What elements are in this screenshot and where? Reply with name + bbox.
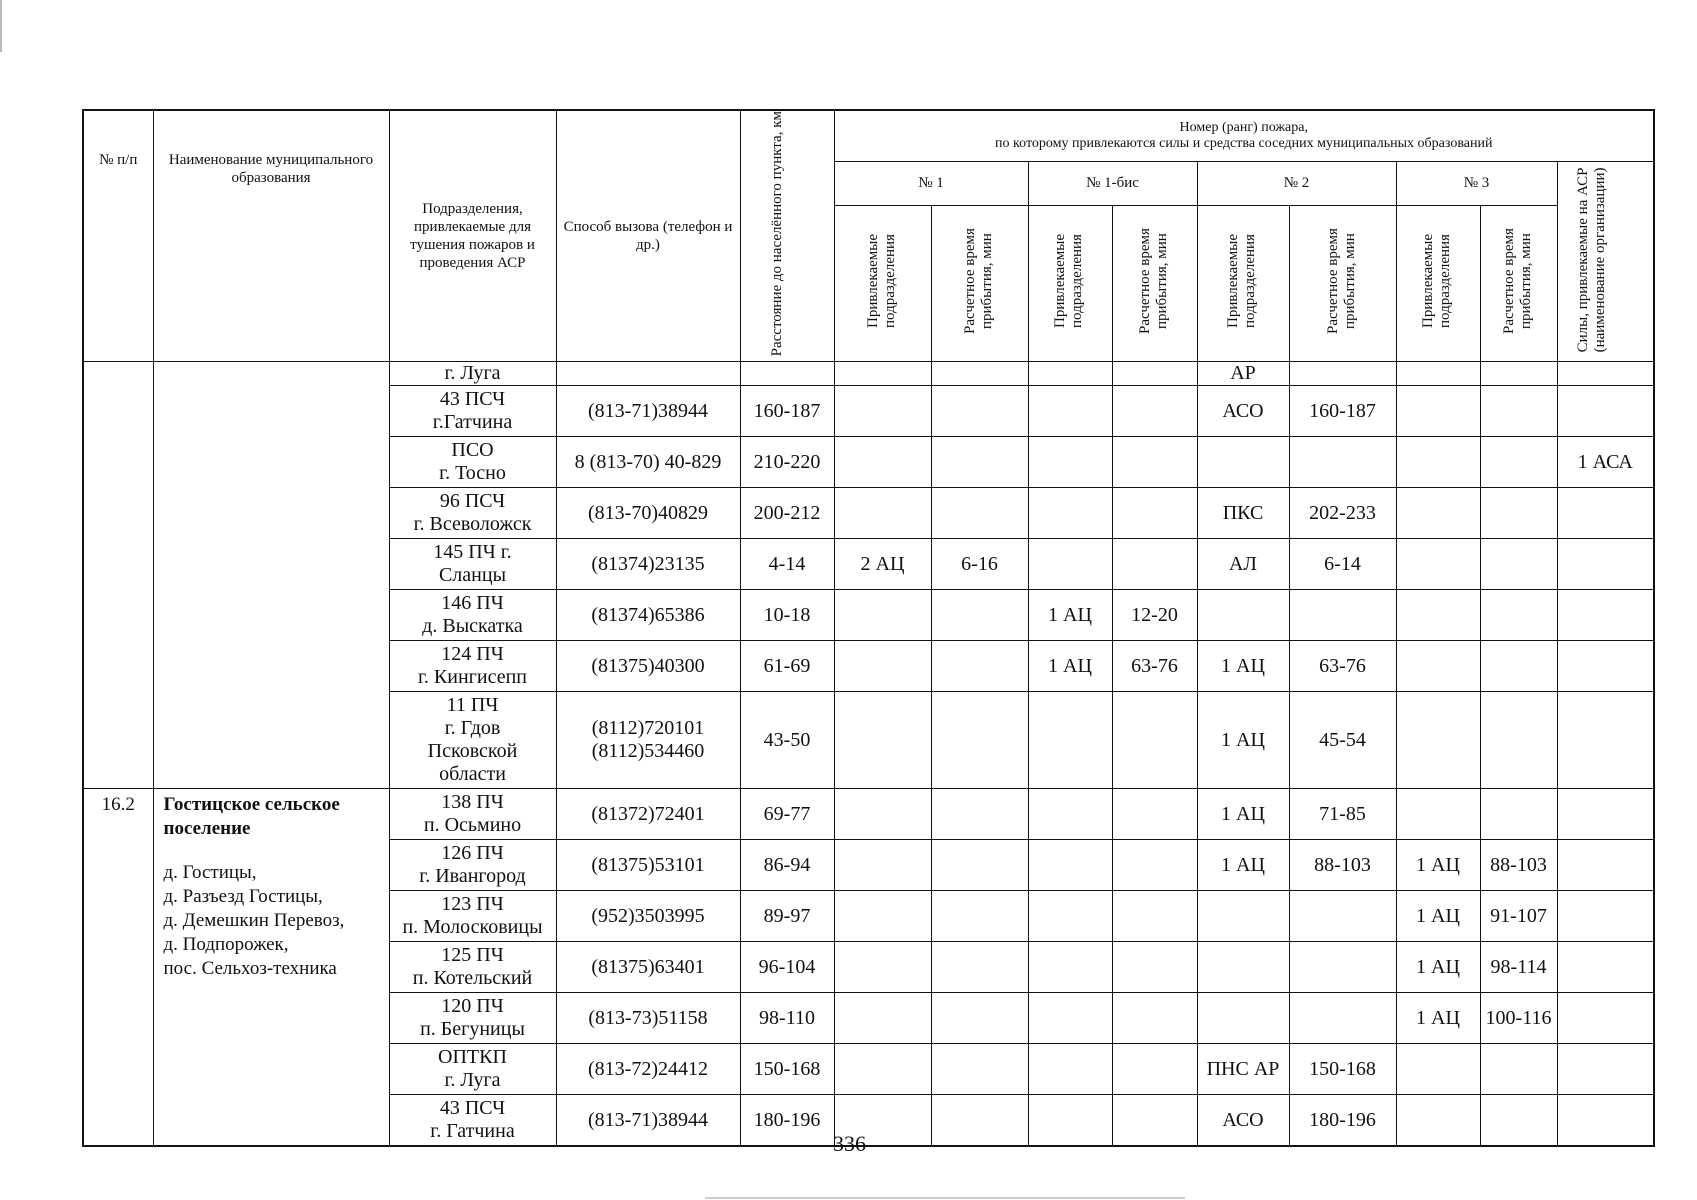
unit-cell [389, 891, 556, 942]
rank1bis-time-cell [1112, 891, 1197, 942]
rank1-time-cell: 6-16 [931, 539, 1028, 590]
asr-cell [1557, 362, 1654, 386]
rank1bis-time-cell [1112, 942, 1197, 993]
rank-title-line2: по которому привлекаются силы и средства соседних муниципальных образований [995, 136, 1493, 151]
unit-name-line: 123 ПЧ [441, 893, 504, 916]
header-rank-1: № 1 [834, 162, 1028, 206]
unit-name-line: г. Кингисепп [417, 666, 527, 689]
rank3-units-cell: 1 АЦ [1396, 993, 1480, 1044]
distance-cell: 69-77 [740, 789, 834, 840]
phone-cell [556, 641, 740, 692]
unit-cell [389, 1044, 556, 1095]
asr-cell [1557, 942, 1654, 993]
rank1bis-time-cell [1112, 362, 1197, 386]
asr-cell [1557, 993, 1654, 1044]
unit-name-line: д. Выскатка [422, 615, 523, 638]
rank2-time-cell [1289, 362, 1396, 386]
phone-number: (8112)720101 [591, 717, 705, 740]
rank1-time-cell [931, 488, 1028, 539]
table-row [83, 362, 1654, 386]
number-cell: 16.2 [83, 789, 153, 1146]
unit-name-line: ПСО [451, 439, 494, 462]
header-r2-time: Расчетное время прибытия, мин [1289, 206, 1396, 362]
rank1bis-time-cell [1112, 1044, 1197, 1095]
phone-number: (81375)40300 [591, 654, 705, 677]
asr-cell: 1 АСА [1557, 437, 1654, 488]
asr-cell [1557, 840, 1654, 891]
rank3-time-cell: 88-103 [1480, 840, 1557, 891]
page-number: 336 [833, 1131, 866, 1156]
header-municipality: Наименование муниципального образования [153, 110, 389, 362]
unit-name-line: г. Всеволожск [413, 513, 532, 536]
unit-cell [389, 590, 556, 641]
rank1bis-units-cell: 1 АЦ [1028, 590, 1112, 641]
unit-cell [389, 840, 556, 891]
phone-number: 8 (813-70) 40-829 [574, 450, 722, 473]
unit-name-line: г. Луга [444, 1069, 501, 1092]
rank2-time-cell [1289, 891, 1396, 942]
phone-number: (8112)534460 [591, 740, 705, 763]
phone-number: (81374)65386 [591, 603, 705, 626]
header-number: № п/п [83, 110, 153, 362]
asr-cell [1557, 590, 1654, 641]
rank2-units-cell [1197, 590, 1289, 641]
unit-name-line: п. Молосковицы [402, 916, 543, 939]
unit-name-line: Сланцы [438, 564, 507, 587]
municipality-cell [153, 789, 389, 1146]
rank3-time-cell [1480, 437, 1557, 488]
unit-name-line: г. Гдов [444, 717, 501, 740]
header-call-method: Способ вызова (телефон и др.) [556, 110, 740, 362]
rank1-time-cell [931, 891, 1028, 942]
distance-cell: 10-18 [740, 590, 834, 641]
rank3-time-cell [1480, 1044, 1557, 1095]
asr-cell [1557, 1044, 1654, 1095]
distance-cell: 4-14 [740, 539, 834, 590]
phone-number: (813-72)24412 [588, 1057, 708, 1080]
header-r3-units: Привлекаемые подразделения [1396, 206, 1480, 362]
rank3-units-cell [1396, 590, 1480, 641]
unit-name-line: 126 ПЧ [441, 842, 504, 865]
place-name: пос. Сельхоз-техника [163, 958, 337, 980]
municipality-cell [153, 362, 389, 789]
phone-cell [556, 942, 740, 993]
header-r1bis-units: Привлекаемые подразделения [1028, 206, 1112, 362]
rank1bis-time-cell [1112, 488, 1197, 539]
unit-name-line: 43 ПСЧ [439, 388, 506, 411]
rank1bis-units-cell [1028, 386, 1112, 437]
rank1-units-cell [834, 891, 931, 942]
rank2-units-cell: 1 АЦ [1197, 840, 1289, 891]
phone-cell [556, 386, 740, 437]
rank1bis-time-cell [1112, 993, 1197, 1044]
asr-cell [1557, 891, 1654, 942]
rank1-units-cell [834, 789, 931, 840]
rank2-units-cell: АСО [1197, 386, 1289, 437]
rank1-time-cell [931, 942, 1028, 993]
footer-rule [705, 1197, 1185, 1199]
phone-number: (813-73)51158 [588, 1006, 708, 1029]
rank2-units-cell: ПНС АР [1197, 1044, 1289, 1095]
unit-cell [389, 692, 556, 789]
header-units: Подразделения, привлекаемые для тушения пожаров и проведения АСР [389, 110, 556, 362]
rank3-time-cell [1480, 692, 1557, 789]
phone-cell [556, 692, 740, 789]
rank-title-line1: Номер (ранг) пожара, [1179, 120, 1308, 135]
rank1-time-cell [931, 692, 1028, 789]
rank1-units-cell [834, 488, 931, 539]
unit-name-line: г. Гатчина [430, 1120, 515, 1143]
rank1bis-units-cell [1028, 840, 1112, 891]
phone-number: (813-71)38944 [588, 1108, 708, 1131]
phone-cell [556, 789, 740, 840]
rank2-time-cell: 160-187 [1289, 386, 1396, 437]
unit-name-line: 138 ПЧ [441, 791, 504, 814]
distance-cell: 200-212 [740, 488, 834, 539]
rank1bis-units-cell [1028, 1095, 1112, 1146]
unit-name-line: 145 ПЧ г. [433, 541, 512, 564]
rank3-units-cell [1396, 641, 1480, 692]
unit-cell [389, 942, 556, 993]
phone-cell [556, 590, 740, 641]
rank1bis-units-cell [1028, 993, 1112, 1044]
phone-cell [556, 539, 740, 590]
rank3-time-cell [1480, 539, 1557, 590]
rank1-time-cell [931, 386, 1028, 437]
place-name: д. Демешкин Перевоз, [163, 910, 345, 932]
rank3-units-cell [1396, 1044, 1480, 1095]
header-distance: Расстояние до населённого пункта, км [740, 110, 834, 362]
rank2-time-cell [1289, 437, 1396, 488]
phone-cell [556, 840, 740, 891]
rank1-units-cell [834, 840, 931, 891]
rank1-units-cell [834, 1044, 931, 1095]
rank1-units-cell [834, 641, 931, 692]
unit-name-line: г. Луга [444, 362, 501, 385]
place-name: д. Подпорожек, [163, 934, 289, 956]
rank1-time-cell [931, 641, 1028, 692]
unit-cell [389, 488, 556, 539]
place-name: д. Разъезд Гостицы, [163, 886, 323, 908]
asr-cell [1557, 1095, 1654, 1146]
phone-cell [556, 437, 740, 488]
rank2-time-cell: 71-85 [1289, 789, 1396, 840]
fire-forces-table [82, 109, 1655, 1147]
rank1-units-cell [834, 437, 931, 488]
asr-cell [1557, 789, 1654, 840]
rank3-units-cell [1396, 692, 1480, 789]
header-rank-2: № 2 [1197, 162, 1396, 206]
unit-name-line: Псковской [427, 740, 518, 763]
rank1bis-units-cell [1028, 437, 1112, 488]
unit-name-line: п. Осьмино [423, 814, 522, 837]
phone-cell [556, 362, 740, 386]
distance-cell: 86-94 [740, 840, 834, 891]
unit-name-line: области [439, 763, 506, 786]
distance-cell: 89-97 [740, 891, 834, 942]
unit-cell [389, 362, 556, 386]
distance-cell: 43-50 [740, 692, 834, 789]
rank1-units-cell [834, 590, 931, 641]
rank1bis-units-cell [1028, 539, 1112, 590]
distance-cell: 96-104 [740, 942, 834, 993]
unit-cell [389, 386, 556, 437]
header-rank-1bis: № 1-бис [1028, 162, 1197, 206]
unit-name-line: 125 ПЧ [441, 944, 504, 967]
rank1-time-cell [931, 1095, 1028, 1146]
rank1bis-units-cell [1028, 942, 1112, 993]
unit-name-line: г.Гатчина [432, 411, 513, 434]
rank2-units-cell: ПКС [1197, 488, 1289, 539]
rank3-units-cell [1396, 789, 1480, 840]
unit-cell [389, 789, 556, 840]
header-rank-3: № 3 [1396, 162, 1557, 206]
rank3-time-cell: 100-116 [1480, 993, 1557, 1044]
margin-mark [0, 0, 2, 52]
rank2-units-cell: 1 АЦ [1197, 789, 1289, 840]
asr-cell [1557, 692, 1654, 789]
rank3-time-cell: 98-114 [1480, 942, 1557, 993]
unit-cell [389, 437, 556, 488]
unit-name-line: п. Котельский [412, 967, 533, 990]
rank1-time-cell [931, 840, 1028, 891]
rank1bis-units-cell: 1 АЦ [1028, 641, 1112, 692]
rank1bis-time-cell [1112, 692, 1197, 789]
unit-name-line: 11 ПЧ [446, 694, 499, 717]
asr-cell [1557, 539, 1654, 590]
asr-cell [1557, 488, 1654, 539]
unit-name-line: п. Бегуницы [420, 1018, 525, 1041]
distance-cell: 210-220 [740, 437, 834, 488]
distance-cell: 160-187 [740, 386, 834, 437]
phone-cell [556, 1044, 740, 1095]
rank2-time-cell [1289, 590, 1396, 641]
rank3-units-cell: 1 АЦ [1396, 891, 1480, 942]
rank3-time-cell [1480, 789, 1557, 840]
unit-name-line: г. Тосно [439, 462, 506, 485]
rank3-units-cell [1396, 386, 1480, 437]
rank2-time-cell: 6-14 [1289, 539, 1396, 590]
rank3-units-cell: 1 АЦ [1396, 840, 1480, 891]
header-asr-forces: Силы, привлекаемые на АСР (наименование организации) [1557, 162, 1654, 362]
rank1-time-cell [931, 1044, 1028, 1095]
rank1bis-time-cell [1112, 840, 1197, 891]
rank3-units-cell [1396, 539, 1480, 590]
rank3-units-cell [1396, 437, 1480, 488]
header-r1-time: Расчетное время прибытия, мин [931, 206, 1028, 362]
rank2-units-cell: АСО [1197, 1095, 1289, 1146]
rank1-time-cell [931, 590, 1028, 641]
distance-cell: 180-196 [740, 1095, 834, 1146]
rank3-units-cell [1396, 362, 1480, 386]
rank2-time-cell [1289, 993, 1396, 1044]
rank2-units-cell: АР [1197, 362, 1289, 386]
asr-cell [1557, 641, 1654, 692]
rank1-time-cell [931, 789, 1028, 840]
phone-number: (81375)53101 [591, 853, 705, 876]
rank1bis-time-cell [1112, 386, 1197, 437]
rank1bis-units-cell [1028, 891, 1112, 942]
rank1bis-units-cell [1028, 1044, 1112, 1095]
rank1bis-time-cell: 12-20 [1112, 590, 1197, 641]
rank3-units-cell [1396, 1095, 1480, 1146]
distance-cell: 98-110 [740, 993, 834, 1044]
rank1bis-time-cell [1112, 1095, 1197, 1146]
rank3-time-cell [1480, 641, 1557, 692]
rank2-units-cell [1197, 437, 1289, 488]
number-cell [83, 362, 153, 789]
phone-number: (81374)23135 [591, 552, 705, 575]
rank2-units-cell [1197, 993, 1289, 1044]
rank1-units-cell [834, 692, 931, 789]
asr-cell [1557, 386, 1654, 437]
rank2-time-cell: 88-103 [1289, 840, 1396, 891]
rank1-units-cell [834, 942, 931, 993]
phone-number: (813-71)38944 [588, 399, 708, 422]
rank3-time-cell [1480, 362, 1557, 386]
unit-cell [389, 641, 556, 692]
unit-name-line: 43 ПСЧ [439, 1097, 506, 1120]
unit-cell [389, 539, 556, 590]
unit-name-line: 146 ПЧ [441, 592, 504, 615]
phone-number: (81372)72401 [591, 802, 705, 825]
distance-cell: 150-168 [740, 1044, 834, 1095]
rank3-time-cell [1480, 590, 1557, 641]
distance-cell [740, 362, 834, 386]
rank1bis-time-cell [1112, 789, 1197, 840]
phone-cell [556, 993, 740, 1044]
rank3-time-cell: 91-107 [1480, 891, 1557, 942]
rank1-units-cell [834, 386, 931, 437]
table-body [83, 362, 1654, 1146]
rank1bis-time-cell: 63-76 [1112, 641, 1197, 692]
header-r2-units: Привлекаемые подразделения [1197, 206, 1289, 362]
rank2-units-cell: 1 АЦ [1197, 641, 1289, 692]
rank3-units-cell: 1 АЦ [1396, 942, 1480, 993]
rank1-time-cell [931, 993, 1028, 1044]
header-rank-band [834, 110, 1654, 162]
phone-cell [556, 488, 740, 539]
rank1-units-cell: 2 АЦ [834, 539, 931, 590]
rank2-units-cell [1197, 942, 1289, 993]
rank1bis-units-cell [1028, 488, 1112, 539]
rank2-units-cell: 1 АЦ [1197, 692, 1289, 789]
rank3-units-cell [1396, 488, 1480, 539]
municipality-title: Гостицское сельское поселение [163, 794, 340, 840]
municipality-places [164, 861, 379, 981]
rank2-time-cell: 202-233 [1289, 488, 1396, 539]
header-r1bis-time: Расчетное время прибытия, мин [1112, 206, 1197, 362]
unit-name-line: 124 ПЧ [441, 643, 504, 666]
unit-name-line: ОПТКП [438, 1046, 507, 1069]
rank2-time-cell: 45-54 [1289, 692, 1396, 789]
rank1bis-time-cell [1112, 437, 1197, 488]
unit-name-line: 120 ПЧ [441, 995, 504, 1018]
rank2-units-cell: АЛ [1197, 539, 1289, 590]
phone-number: (952)3503995 [591, 904, 705, 927]
rank2-units-cell [1197, 891, 1289, 942]
rank3-time-cell [1480, 1095, 1557, 1146]
rank1-time-cell [931, 362, 1028, 386]
rank3-time-cell [1480, 488, 1557, 539]
place-name: д. Гостицы, [163, 862, 257, 884]
rank2-time-cell [1289, 942, 1396, 993]
phone-cell [556, 1095, 740, 1146]
unit-name-line: 96 ПСЧ [439, 490, 506, 513]
table-row [83, 789, 1654, 840]
header-r1-units: Привлекаемые подразделения [834, 206, 931, 362]
rank3-time-cell [1480, 386, 1557, 437]
rank2-time-cell: 150-168 [1289, 1044, 1396, 1095]
rank1bis-units-cell [1028, 692, 1112, 789]
unit-cell [389, 993, 556, 1044]
rank1bis-units-cell [1028, 362, 1112, 386]
rank1-time-cell [931, 437, 1028, 488]
rank1bis-units-cell [1028, 789, 1112, 840]
unit-cell [389, 1095, 556, 1146]
rank1bis-time-cell [1112, 539, 1197, 590]
phone-number: (81375)63401 [591, 955, 705, 978]
rank2-time-cell: 180-196 [1289, 1095, 1396, 1146]
unit-name-line: г. Ивангород [419, 865, 526, 888]
rank2-time-cell: 63-76 [1289, 641, 1396, 692]
rank1-units-cell [834, 362, 931, 386]
header-r3-time: Расчетное время прибытия, мин [1480, 206, 1557, 362]
phone-number: (813-70)40829 [588, 501, 708, 524]
rank1-units-cell [834, 993, 931, 1044]
phone-cell [556, 891, 740, 942]
distance-cell: 61-69 [740, 641, 834, 692]
